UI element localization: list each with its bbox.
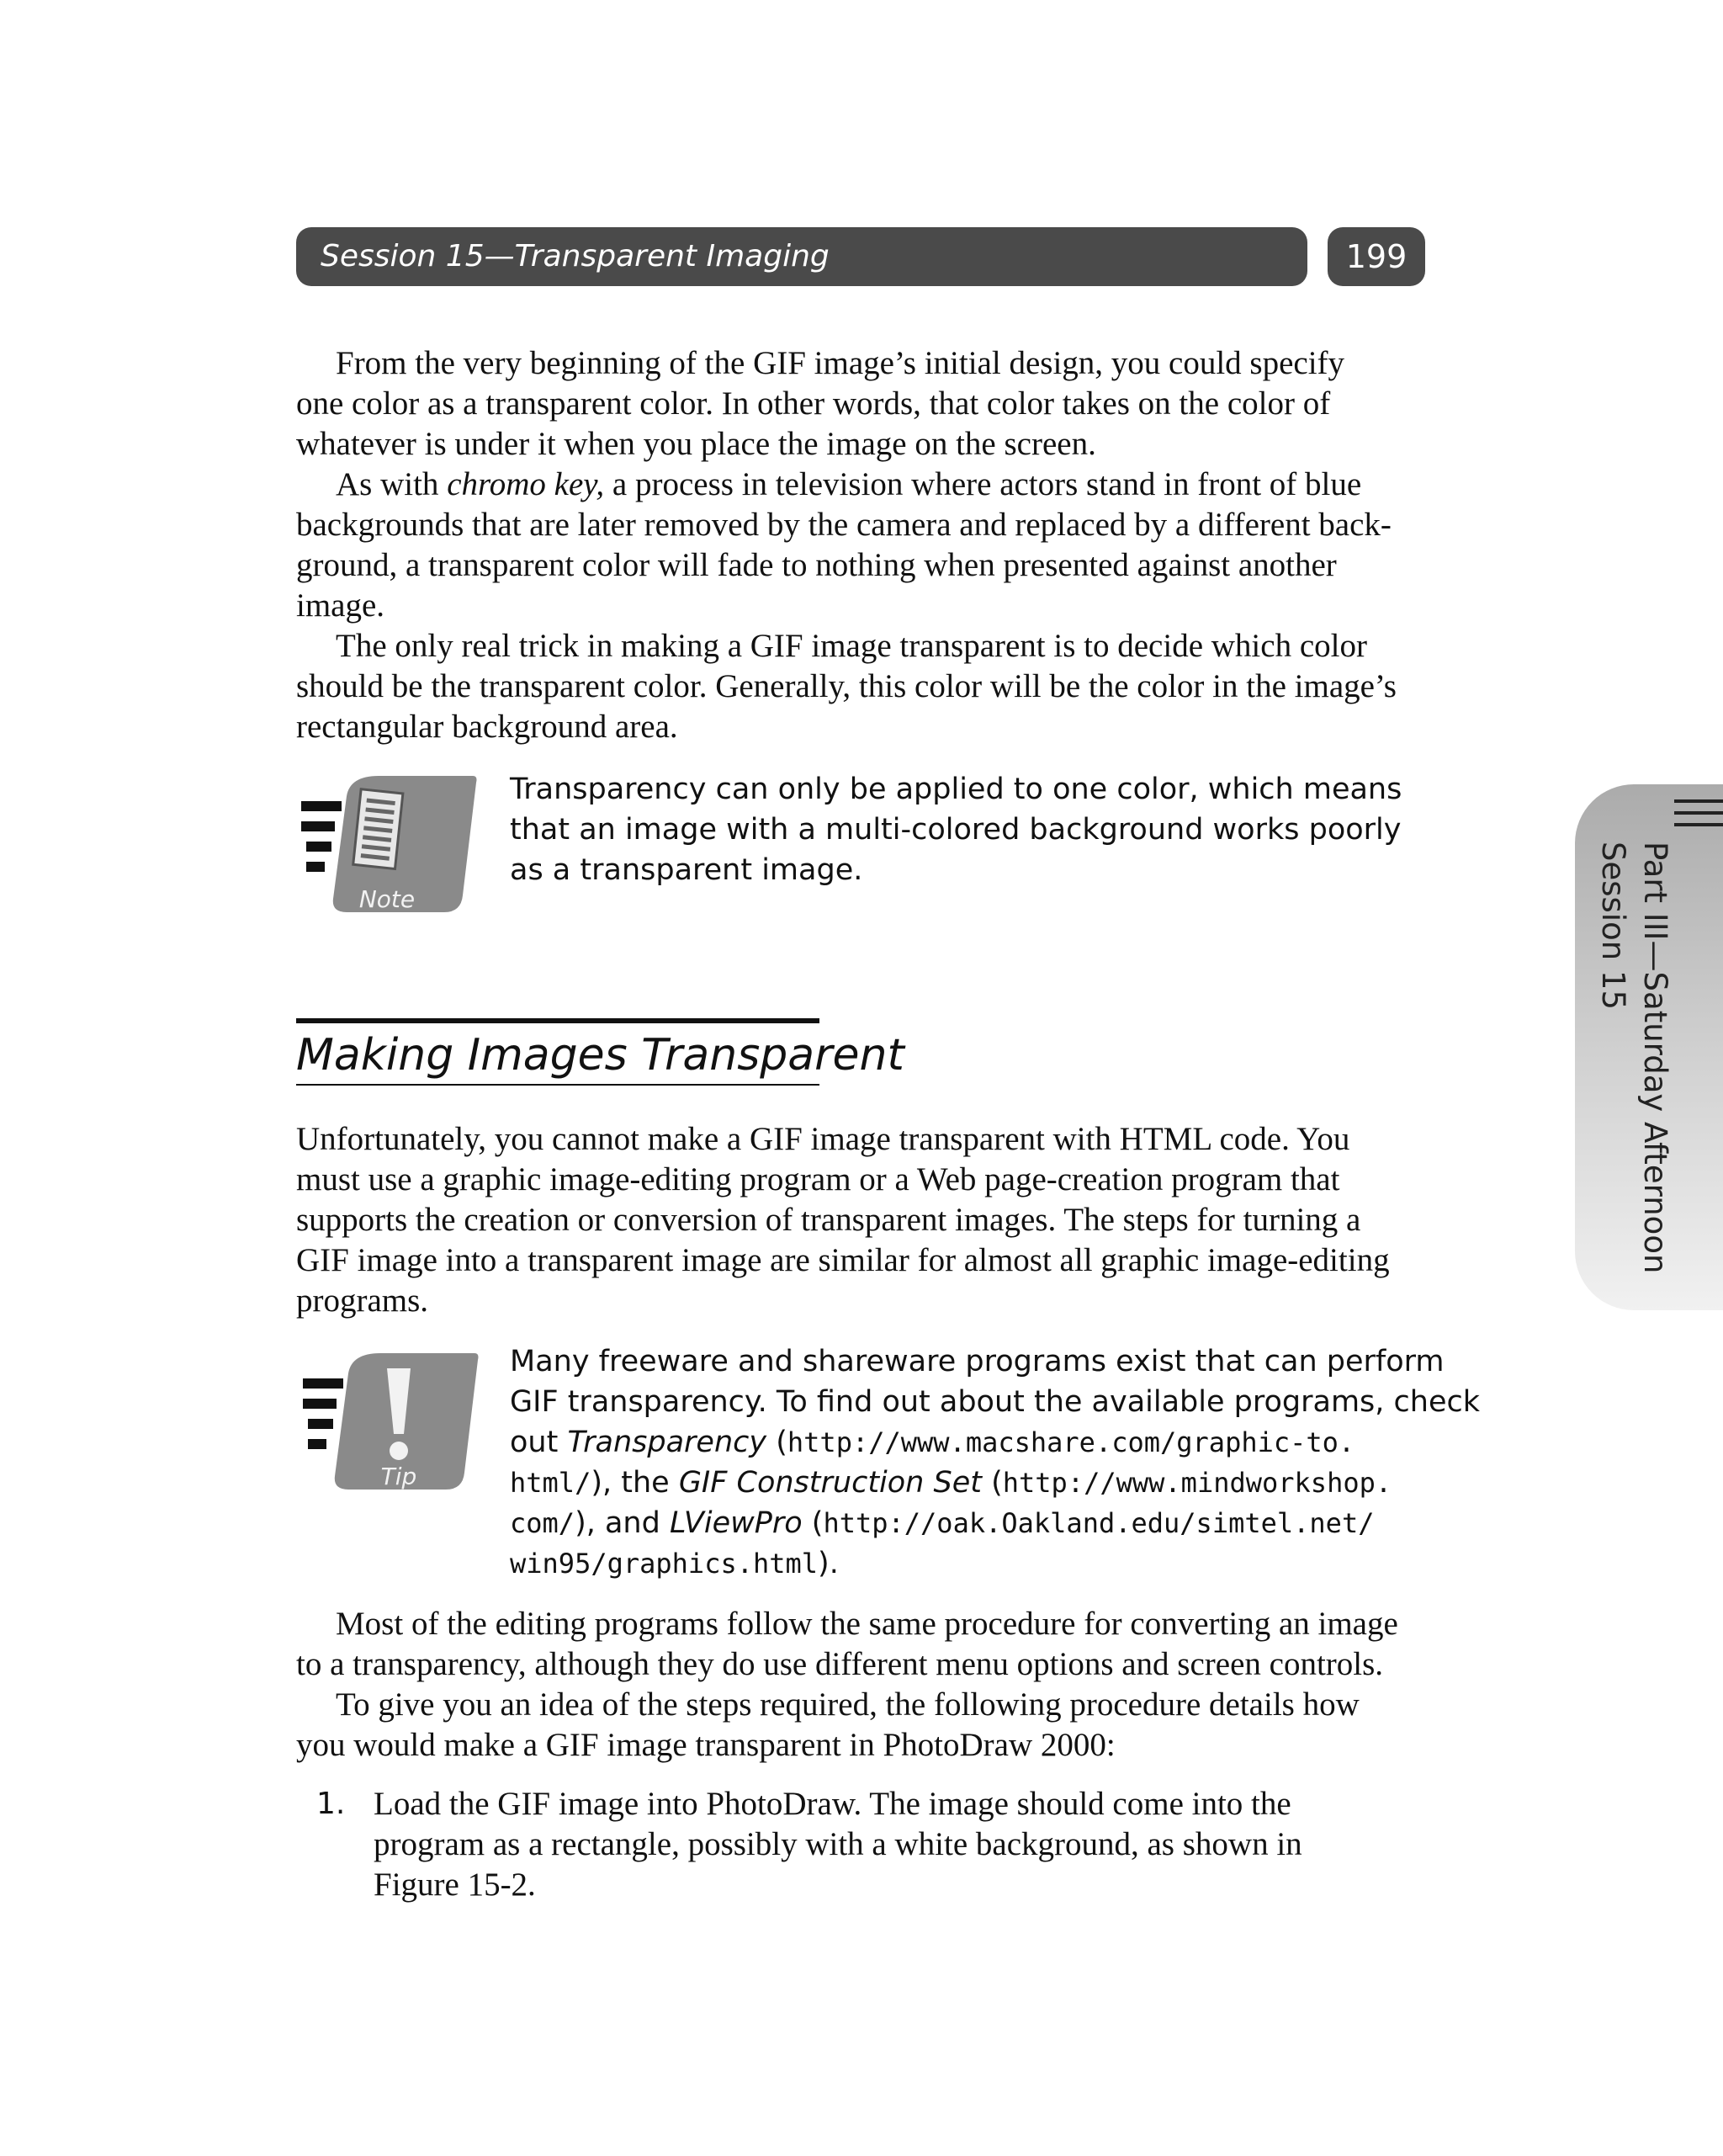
paragraph-3 — [296, 626, 1423, 747]
program-name: Transparency — [567, 1426, 767, 1459]
paragraph-2 — [296, 465, 1423, 626]
tip-line: out Transparency (http://www.macshare.com/graphic-to. — [510, 1426, 1355, 1459]
note-icon-label: Note — [358, 885, 416, 913]
step-text — [374, 1784, 1425, 1905]
tip-text — [510, 1341, 1481, 1584]
paragraph-line: should be the transparent color. Generally, this color will be the color in the image’s — [296, 668, 1397, 704]
note-text — [510, 769, 1427, 890]
url-text: win95/graphics.html — [510, 1548, 819, 1580]
url-text: html/ — [510, 1467, 591, 1499]
tip-line: GIF transparency. To find out about the available programs, check — [510, 1385, 1481, 1419]
paragraph-line: To give you an idea of the steps required, the following procedure details how — [336, 1686, 1360, 1723]
paragraph-line: Most of the editing programs follow the same procedure for converting an image — [336, 1606, 1398, 1642]
note-icon — [294, 773, 480, 916]
side-tab-text — [1583, 842, 1676, 1274]
paragraph-line: whatever is under it when you place the image on the screen. — [296, 426, 1096, 462]
paragraph-1 — [296, 343, 1423, 465]
page-number: 199 — [1328, 227, 1425, 286]
url-text: http://www.mindworkshop. — [1002, 1467, 1392, 1499]
tip-line: com/), and LViewPro (http://oak.Oakland.edu/simtel.net/ — [510, 1506, 1375, 1540]
step-number: 1. — [316, 1787, 346, 1821]
paragraph-line: one color as a transparent color. In other words, that color takes on the color of — [296, 385, 1331, 422]
side-tab-rules — [1674, 799, 1723, 835]
paragraph-after-tip-2 — [296, 1685, 1423, 1766]
program-name: GIF Construction Set — [678, 1466, 982, 1500]
url-text: com/ — [510, 1507, 575, 1539]
paragraph-line: From the very beginning of the GIF image’s initial design, you could specify — [336, 345, 1345, 381]
paragraph-line: you would make a GIF image transparent in PhotoDraw 2000: — [296, 1727, 1116, 1763]
tip-icon-label: Tip — [380, 1463, 417, 1490]
paragraph-line: supports the creation or conversion of transparent images. The steps for turning a — [296, 1202, 1361, 1238]
section-rule-top — [296, 1018, 819, 1023]
paragraph-line: ground, a transparent color will fade to nothing when presented against another — [296, 547, 1337, 583]
note-line: that an image with a multi-colored background works poorly — [510, 813, 1402, 847]
section-rule-bottom — [296, 1084, 819, 1086]
note-line: as a transparent image. — [510, 853, 863, 887]
program-name: LViewPro — [669, 1506, 803, 1540]
paragraph-line: programs. — [296, 1282, 429, 1319]
paragraph-line: As with chromo key, a process in television where actors stand in front of blue — [336, 466, 1362, 502]
tip-line: html/), the GIF Construction Set (http://www.mindworkshop. — [510, 1466, 1392, 1500]
step-line: Load the GIF image into PhotoDraw. The image should come into the — [374, 1786, 1291, 1822]
tip-line: Many freeware and shareware programs exist that can perform — [510, 1345, 1445, 1378]
paragraph-line: GIF image into a transparent image are similar for almost all graphic image-editing — [296, 1242, 1390, 1278]
term-chromo-key: chromo key, — [447, 466, 605, 502]
paragraph-line: image. — [296, 587, 385, 624]
url-text: http://www.macshare.com/graphic-to. — [787, 1426, 1355, 1458]
step-line: program as a rectangle, possibly with a white background, as shown in — [374, 1826, 1302, 1862]
paragraph-line: rectangular background area. — [296, 709, 678, 745]
tip-icon — [296, 1350, 481, 1493]
step-line: Figure 15-2. — [374, 1867, 536, 1903]
paragraph-line: to a transparency, although they do use different menu options and screen controls. — [296, 1646, 1384, 1682]
paragraph-line: Unfortunately, you cannot make a GIF image transparent with HTML code. You — [296, 1121, 1350, 1157]
paragraph-line: The only real trick in making a GIF image transparent is to decide which color — [336, 628, 1367, 664]
paragraph-after-tip-1 — [296, 1604, 1423, 1685]
url-text: http://oak.Oakland.edu/simtel.net/ — [823, 1507, 1375, 1539]
paragraph-line: backgrounds that are later removed by the camera and replaced by a different back- — [296, 507, 1392, 543]
running-header-title: Session 15—Transparent Imaging — [321, 239, 830, 273]
paragraph-line: must use a graphic image-editing program or a Web page-creation program that — [296, 1161, 1340, 1197]
section-heading: Making Images Transparent — [296, 1030, 904, 1081]
tip-line: win95/graphics.html). — [510, 1547, 839, 1580]
side-tab-part: Part III—Saturday Afternoon — [1637, 842, 1673, 1274]
note-line: Transparency can only be applied to one color, which means — [510, 773, 1402, 806]
section-paragraph — [296, 1119, 1423, 1321]
side-tab-session: Session 15 — [1595, 842, 1631, 1011]
